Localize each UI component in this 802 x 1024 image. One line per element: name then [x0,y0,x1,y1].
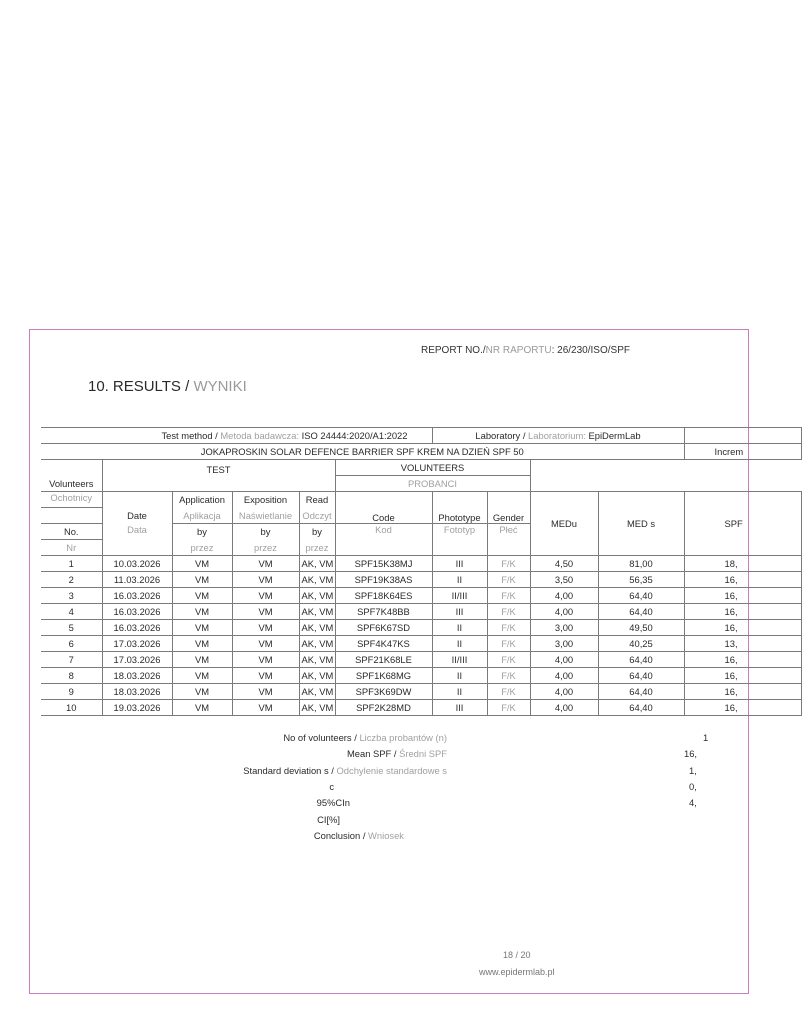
row-meds: 56,35 [598,572,684,588]
row-meds: 64,40 [598,684,684,700]
row-code: SPF7K48BB [335,604,432,620]
results-table [41,427,802,716]
row-phototype: II [432,620,487,636]
row-phototype: II [432,572,487,588]
increment-header: Increm [684,444,801,460]
test-method-row [41,428,801,444]
summary-n-label-pl: Liczba probantów (n) [359,732,447,743]
row-phototype: II [432,636,487,652]
medu-header: MEDu [530,492,598,556]
row-phototype: III [432,556,487,572]
row-application: VM [172,620,232,636]
table-row [41,700,801,716]
row-medu: 4,00 [530,652,598,668]
row-no: 8 [41,668,102,684]
table-row [41,604,801,620]
row-gender: F/K [487,668,530,684]
gender-header-pl: Płeć [487,524,530,556]
row-exposition: VM [232,652,299,668]
row-code: SPF3K69DW [335,684,432,700]
test-method: Test method / Metoda badawcza: ISO 24444:2020/A1:2022 [41,428,432,444]
row-date: 17.03.2026 [102,652,172,668]
row-no: 9 [41,684,102,700]
product-name: JOKAPROSKIN SOLAR DEFENCE BARRIER SPF KREM NA DZIEŃ SPF 50 [41,444,684,460]
row-exposition: VM [232,684,299,700]
row-exposition: VM [232,636,299,652]
date-header-pl: Data [102,524,172,556]
summary-ci-label: CI[%] [317,814,340,825]
row-medu: 4,00 [530,684,598,700]
row-gender: F/K [487,684,530,700]
header-row-1 [41,460,801,476]
volunteers-label: Volunteers [41,460,102,492]
application-by-pl: przez [172,540,232,556]
summary-n-label: No of volunteers / [283,732,357,743]
summary-conclusion-label: Conclusion / [313,830,366,841]
row-read: AK, VM [299,700,335,716]
application-header: Application [172,492,232,508]
row-application: VM [172,572,232,588]
read-by-pl: przez [299,540,335,556]
row-date: 16.03.2026 [102,620,172,636]
section-title: 10. RESULTS / WYNIKI [88,378,247,395]
row-read: AK, VM [299,668,335,684]
row-medu: 4,00 [530,604,598,620]
row-spf: 16, [684,684,801,700]
row-meds: 64,40 [598,668,684,684]
row-gender: F/K [487,636,530,652]
row-read: AK, VM [299,620,335,636]
row-read: AK, VM [299,684,335,700]
row-application: VM [172,556,232,572]
row-medu: 4,50 [530,556,598,572]
date-header: Date [102,508,172,524]
row-spf: 16, [684,700,801,716]
row-gender: F/K [487,604,530,620]
table-row [41,636,801,652]
row-date: 17.03.2026 [102,636,172,652]
results-table-wrapper [41,427,744,732]
row-date: 18.03.2026 [102,684,172,700]
table-row [41,684,801,700]
row-code: SPF4K47KS [335,636,432,652]
row-read: AK, VM [299,588,335,604]
row-no: 4 [41,604,102,620]
exposition-header: Exposition [232,492,299,508]
summary-ci95-label: 95%CIn [316,797,350,808]
row-exposition: VM [232,668,299,684]
row-code: SPF21K68LE [335,652,432,668]
row-phototype: II/III [432,588,487,604]
row-medu: 3,50 [530,572,598,588]
row-phototype: III [432,604,487,620]
summary-c-value: 0, [689,781,697,792]
row-date: 16.03.2026 [102,588,172,604]
row-meds: 64,40 [598,652,684,668]
application-header-pl: Aplikacja [172,508,232,524]
meds-header: MED s [598,492,684,556]
row-read: AK, VM [299,572,335,588]
row-meds: 49,50 [598,620,684,636]
header-row-3 [41,492,801,508]
row-meds: 64,40 [598,588,684,604]
row-code: SPF2K28MD [335,700,432,716]
row-phototype: II [432,668,487,684]
row-read: AK, VM [299,556,335,572]
row-date: 11.03.2026 [102,572,172,588]
summary-mean-label-pl: Średni SPF [399,748,447,759]
row-exposition: VM [232,620,299,636]
exposition-by-pl: przez [232,540,299,556]
summary-sd-value: 1, [689,765,697,776]
table-row [41,556,801,572]
row-code: SPF15K38MJ [335,556,432,572]
row-gender: F/K [487,620,530,636]
row-no: 3 [41,588,102,604]
row-exposition: VM [232,572,299,588]
table-row [41,588,801,604]
row-read: AK, VM [299,604,335,620]
row-code: SPF6K67SD [335,620,432,636]
phototype-header: Phototype [432,492,487,524]
summary-n-value: 1 [703,732,709,743]
row-no: 7 [41,652,102,668]
row-exposition: VM [232,556,299,572]
row-read: AK, VM [299,636,335,652]
footer-url[interactable]: www.epidermlab.pl [479,967,555,977]
read-by: by [299,524,335,540]
row-no: 5 [41,620,102,636]
row-meds: 40,25 [598,636,684,652]
row-read: AK, VM [299,652,335,668]
row-gender: F/K [487,556,530,572]
row-phototype: II [432,684,487,700]
volunteers-header-pl: PROBANCI [335,476,530,492]
row-medu: 4,00 [530,700,598,716]
row-exposition: VM [232,604,299,620]
laboratory: Laboratory / Laboratorium: EpiDermLab [432,428,684,444]
row-application: VM [172,700,232,716]
table-row [41,572,801,588]
summary-sd-label: Standard deviation s / [243,765,334,776]
gender-header: Gender [487,492,530,524]
summary-c-label: c [329,781,334,792]
row-spf: 13, [684,636,801,652]
application-by: by [172,524,232,540]
row-gender: F/K [487,572,530,588]
volunteers-header: VOLUNTEERS [335,460,530,476]
row-application: VM [172,588,232,604]
no-header: No. [41,524,102,540]
row-application: VM [172,668,232,684]
code-header-pl: Kod [335,524,432,556]
spf-header: SPF [684,492,801,556]
row-date: 18.03.2026 [102,668,172,684]
product-row [41,444,801,460]
row-application: VM [172,652,232,668]
row-meds: 81,00 [598,556,684,572]
row-spf: 16, [684,572,801,588]
summary-conclusion-label-pl: Wniosek [368,830,404,841]
row-phototype: III [432,700,487,716]
exposition-header-pl: Naświetlanie [232,508,299,524]
row-date: 19.03.2026 [102,700,172,716]
row-gender: F/K [487,588,530,604]
row-spf: 16, [684,668,801,684]
empty-cell [684,428,801,444]
row-medu: 4,00 [530,588,598,604]
row-spf: 16, [684,652,801,668]
row-exposition: VM [232,700,299,716]
row-meds: 64,40 [598,604,684,620]
empty-cell [41,508,102,524]
summary-sd-label-pl: Odchylenie standardowe s [336,765,447,776]
row-application: VM [172,684,232,700]
row-code: SPF18K64ES [335,588,432,604]
row-medu: 4,00 [530,668,598,684]
row-no: 10 [41,700,102,716]
no-header-pl: Nr [41,540,102,556]
data-rows [41,556,801,716]
row-spf: 16, [684,604,801,620]
row-date: 16.03.2026 [102,604,172,620]
phototype-header-pl: Fototyp [432,524,487,556]
row-spf: 16, [684,588,801,604]
row-gender: F/K [487,652,530,668]
row-spf: 16, [684,620,801,636]
row-code: SPF19K38AS [335,572,432,588]
row-date: 10.03.2026 [102,556,172,572]
row-phototype: II/III [432,652,487,668]
read-header: Read [299,492,335,508]
summary-mean-label: Mean SPF / [346,748,397,759]
empty-cell [530,460,801,492]
empty-cell [102,492,172,508]
row-medu: 3,00 [530,620,598,636]
test-header: TEST [102,460,335,492]
row-no: 2 [41,572,102,588]
summary-ci95-value: 4, [689,797,697,808]
summary-mean-value: 16, [684,748,698,759]
row-spf: 18, [684,556,801,572]
table-row [41,620,801,636]
row-application: VM [172,604,232,620]
code-header: Code [335,492,432,524]
row-no: 6 [41,636,102,652]
row-meds: 64,40 [598,700,684,716]
row-exposition: VM [232,588,299,604]
read-header-pl: Odczyt [299,508,335,524]
exposition-by: by [232,524,299,540]
row-gender: F/K [487,700,530,716]
report-number: REPORT NO./NR RAPORTU: 26/230/ISO/SPF [421,345,630,356]
volunteers-label-pl: Ochotnicy [41,492,102,508]
row-medu: 3,00 [530,636,598,652]
row-application: VM [172,636,232,652]
row-no: 1 [41,556,102,572]
table-row [41,668,801,684]
row-code: SPF1K68MG [335,668,432,684]
table-row [41,652,801,668]
